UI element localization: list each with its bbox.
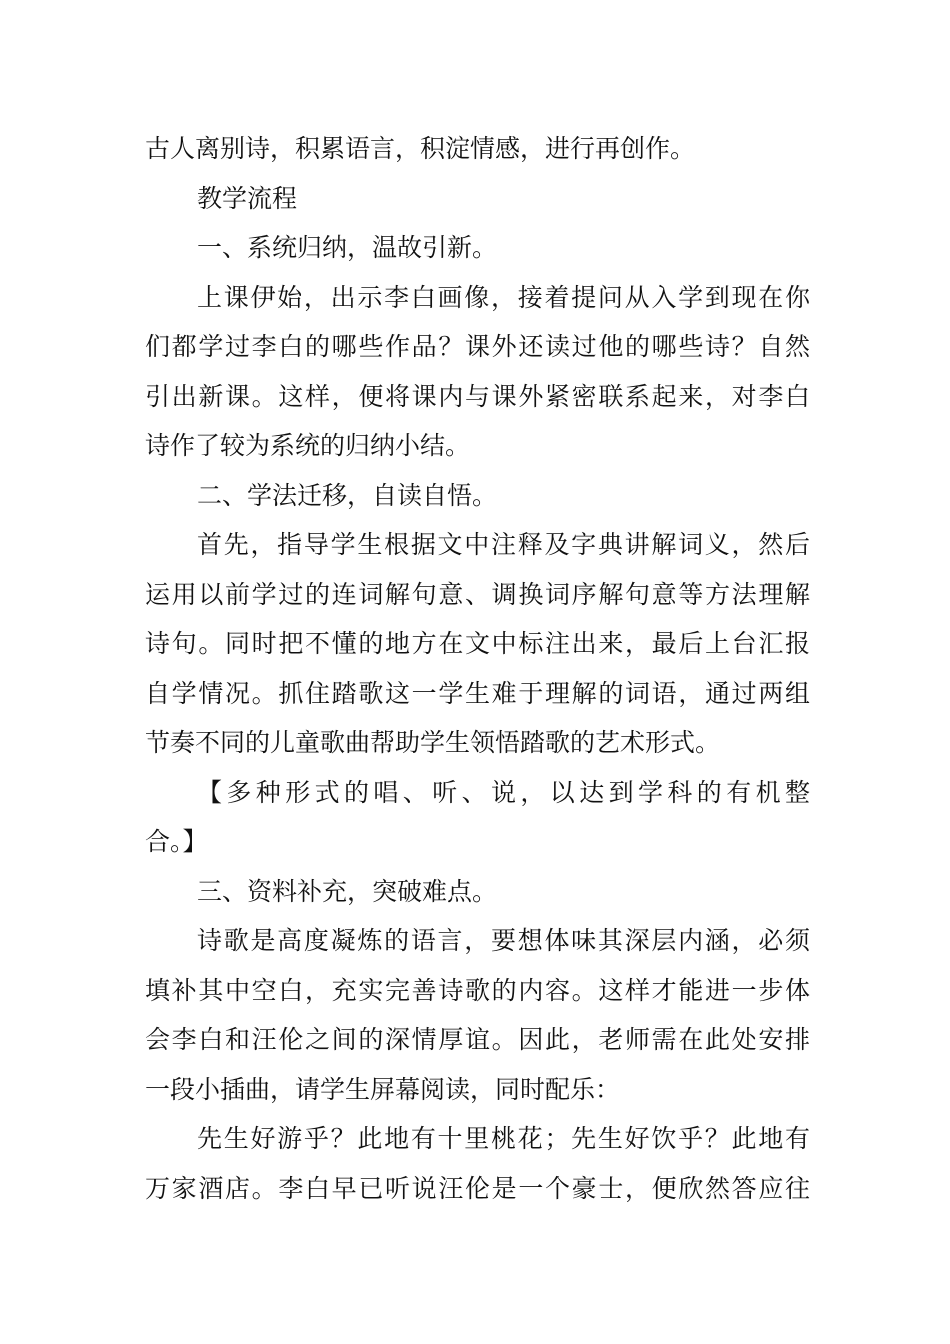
paragraph-line: 先生好游乎？此地有十里桃花；先生好饮乎？此地有 xyxy=(197,1124,810,1153)
paragraph-line: 填补其中空白，充实完善诗歌的内容。这样才能进一步体 xyxy=(145,975,810,1005)
paragraph-line: 会李白和汪伦之间的深情厚谊。因此，老师需在此处安排 xyxy=(145,1025,810,1054)
document-body xyxy=(145,124,810,1213)
section-heading: 教学流程 xyxy=(197,183,298,213)
bracket-note-line: 【多种形式的唱、听、说，以达到学科的有机整 xyxy=(197,777,810,807)
paragraph-line: 古人离别诗，积累语言，积淀情感，进行再创作。 xyxy=(145,134,696,163)
paragraph-line: 一段小插曲，请学生屏幕阅读，同时配乐： xyxy=(145,1074,621,1104)
paragraph-line: 万家酒店。李白早已听说汪伦是一个豪士，便欣然答应往 xyxy=(145,1173,810,1203)
paragraph-line: 运用以前学过的连词解句意、调换词序解句意等方法理解 xyxy=(145,579,810,609)
section-heading: 二、学法迁移，自读自悟。 xyxy=(197,480,498,510)
paragraph-line: 诗作了较为系统的归纳小结。 xyxy=(145,431,471,460)
bracket-note-line: 合。】 xyxy=(145,827,208,856)
section-heading: 三、资料补充，突破难点。 xyxy=(197,876,498,906)
paragraph-line: 首先，指导学生根据文中注释及字典讲解词义，然后 xyxy=(197,530,810,559)
paragraph-line: 诗句。同时把不懂的地方在文中标注出来，最后上台汇报 xyxy=(145,629,810,658)
paragraph-line: 上课伊始，出示李白画像，接着提问从入学到现在你 xyxy=(197,282,810,312)
paragraph-line: 引出新课。这样，便将课内与课外紧密联系起来，对李白 xyxy=(145,381,810,411)
paragraph-line: 自学情况。抓住踏歌这一学生难于理解的词语，通过两组 xyxy=(145,678,810,708)
section-heading: 一、系统归纳，温故引新。 xyxy=(197,233,498,262)
paragraph-line: 节奏不同的儿童歌曲帮助学生领悟踏歌的艺术形式。 xyxy=(145,728,721,757)
paragraph-line: 们都学过李白的哪些作品？课外还读过他的哪些诗？自然 xyxy=(145,332,810,361)
paragraph-line: 诗歌是高度凝炼的语言，要想体味其深层内涵，必须 xyxy=(197,926,810,955)
